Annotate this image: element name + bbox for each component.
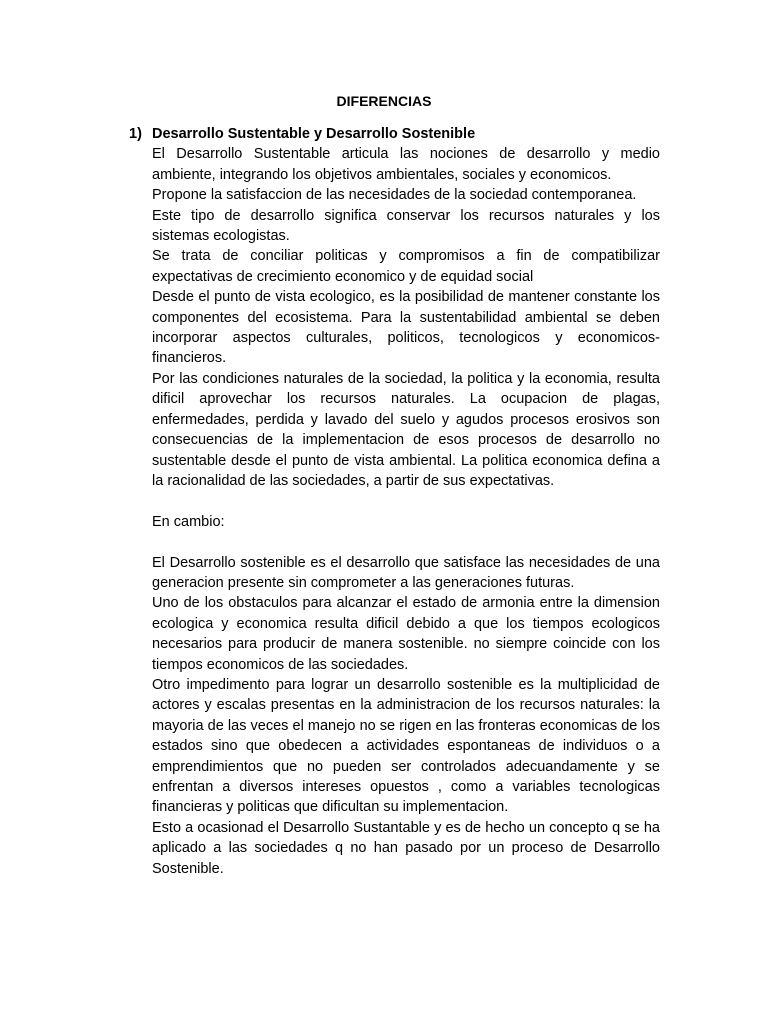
paragraph-b3: Otro impedimento para lograr un desarrollo sostenible es la multiplicidad de actores y escalas presentas en la administracion de los recursos naturales: la mayoria de las veces el manejo no se rigen en las fronteras economicas de los estados sino que obedecen a actividades espontaneas de individuos o a emprendimientos que no pueden ser controlados adecuandamente y se enfrentan a diversos intereses opuestos , como a variables tecnologicas financieras y politicas que dificultan su implementacion. — [152, 676, 660, 816]
paragraph-a4: Se trata de conciliar politicas y compromisos a fin de compatibilizar expectativas de crecimiento economico y de equidad social — [152, 248, 660, 285]
section-number: 1) — [129, 126, 142, 142]
paragraph-a6: Por las condiciones naturales de la sociedad, la politica y la economia, resulta dificil aprovechar los recursos naturales. La ocupacion de plagas, enfermedades, perdida y lavado del suelo y agudos procesos erosivos son consecuencias de la implementacion de esos procesos de desarrollo no sustentable desde el punto de vista ambiental. La politica economica defina a la racionalidad de las sociedades, a partir de sus expectativas. — [152, 370, 660, 489]
paragraph-a2: Propone la satisfaccion de las necesidades de la sociedad contemporanea. — [152, 187, 637, 204]
blank-line — [152, 532, 660, 552]
paragraph-b4: Esto a ocasionad el Desarrollo Sustantable y es de hecho un concepto q se ha aplicado a las sociedades q no han pasado por un proceso de Desarrollo Sostenible. — [152, 819, 660, 877]
blank-line — [152, 491, 660, 511]
paragraph-a1: El Desarrollo Sustentable articula las nociones de desarrollo y medio ambiente, integrando los objetivos ambientales, sociales y economicos. — [152, 146, 660, 183]
transition-text: En cambio: — [152, 513, 225, 530]
section-heading: Desarrollo Sustentable y Desarrollo Sostenible — [152, 126, 476, 142]
paragraph-a5: Desde el punto de vista ecologico, es la posibilidad de mantener constante los componentes del ecosistema. Para la sustentabilidad ambiental se deben incorporar aspectos culturales, politicos, tecnologicos y economicos-financieros. — [152, 289, 660, 367]
document-title: DIFERENCIAS — [336, 93, 432, 109]
paragraph-a3: Este tipo de desarrollo significa conservar los recursos naturales y los sistemas ecologistas. — [152, 207, 660, 245]
paragraph-b2: Uno de los obstaculos para alcanzar el estado de armonia entre la dimension ecologica y economica resulta dificil debido a que los tiempos ecologicos necesarios para producir de manera sostenible. no siempre coincide con los tiempos economicos de las sociedades. — [152, 595, 660, 673]
section-body — [152, 124, 660, 879]
paragraph-b1: El Desarrollo sostenible es el desarrollo que satisface las necesidades de una generacion presente sin comprometer a las generaciones futuras. — [152, 554, 660, 591]
